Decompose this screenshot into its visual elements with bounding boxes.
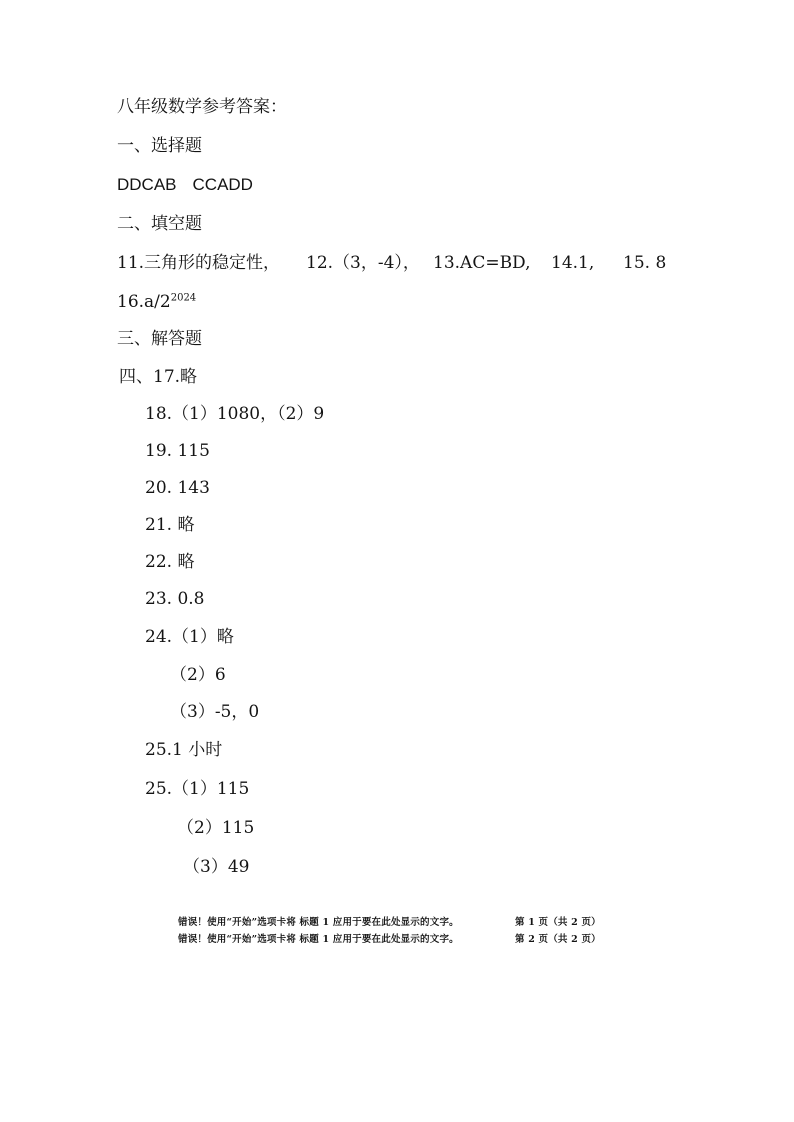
answer-12: 12.（3，-4）， — [306, 253, 420, 273]
answer-23: 23. 0.8 — [145, 589, 205, 609]
answer-20: 20. 143 — [145, 478, 210, 498]
answer-24-2: （2）6 — [170, 665, 226, 685]
answer-24-3: （3）-5，0 — [170, 702, 260, 722]
answer-25-2: （2）115 — [177, 818, 255, 838]
choice-answers — [117, 175, 253, 195]
answer-25-hours: 25.1 小时 — [145, 740, 223, 760]
footer-error-text-1: 错误！使用“开始”选项卡将 标题 1 应用于要在此处显示的文字。 — [178, 917, 459, 928]
answer-21: 21. 略 — [145, 515, 195, 535]
answer-18: 18.（1）1080，（2）9 — [145, 404, 325, 424]
choice-answers-group-a: DDCAB — [117, 175, 177, 194]
page-title: 八年级数学参考答案： — [117, 97, 287, 117]
section-heading-choice: 一、选择题 — [117, 136, 202, 156]
footer-error-text-2: 错误！使用“开始”选项卡将 标题 1 应用于要在此处显示的文字。 — [178, 934, 459, 945]
section-heading-four: 四、17.略 — [119, 367, 198, 387]
answer-14: 14.1, — [551, 253, 595, 273]
answer-16-base: 16.a/2 — [117, 292, 171, 312]
answer-25-1: 25.（1）115 — [145, 779, 250, 799]
section-heading-fill: 二、填空题 — [117, 214, 202, 234]
answer-19: 19. 115 — [145, 441, 210, 461]
section-heading-solve: 三、解答题 — [117, 329, 202, 349]
footer-page-2: 第 2 页（共 2 页） — [515, 934, 601, 945]
answer-11: 11.三角形的稳定性， — [117, 253, 281, 273]
choice-answers-group-b: CCADD — [192, 175, 253, 194]
footer-line-2 — [178, 934, 601, 946]
answer-24-1: 24.（1）略 — [145, 627, 234, 647]
answer-13: 13.AC=BD, — [433, 253, 531, 273]
answer-25-3: （3）49 — [183, 857, 250, 877]
footer-page-1: 第 1 页（共 2 页） — [515, 917, 601, 928]
answer-15: 15. 8 — [623, 253, 667, 273]
answer-22: 22. 略 — [145, 552, 195, 572]
footer-line-1 — [178, 917, 601, 929]
answer-16 — [117, 292, 196, 312]
answer-16-exponent: 2024 — [170, 292, 197, 304]
